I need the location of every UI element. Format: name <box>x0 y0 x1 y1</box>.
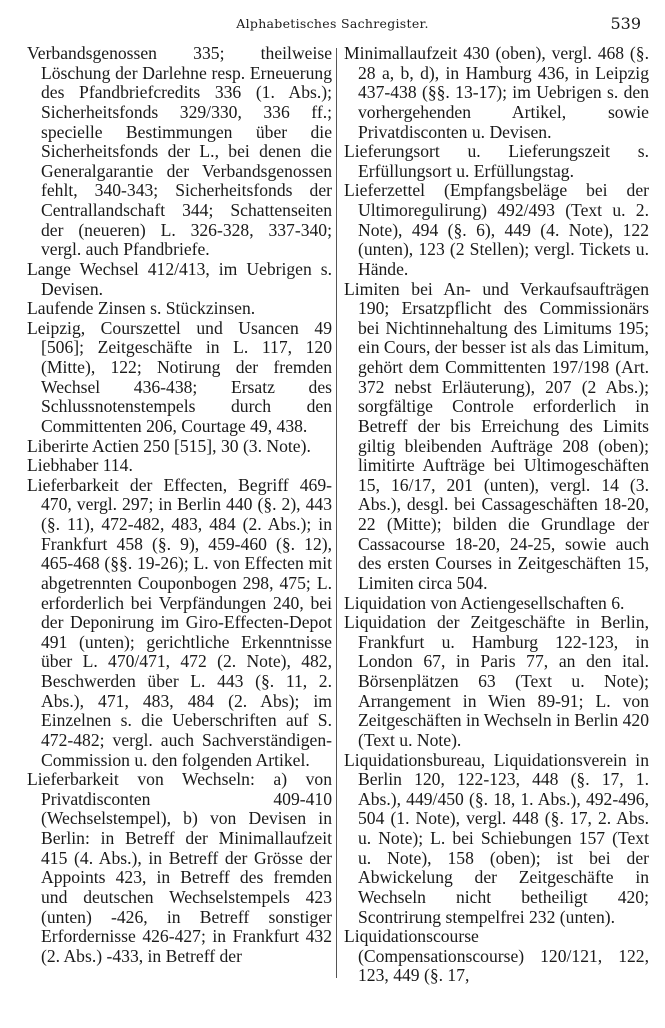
index-entry: Lieferbarkeit der Effecten, Begriff 469-470, vergl. 297; in Berlin 440 (§. 2), 443 (§. 11), 472-482, 483, 484 (2. Abs.); in Frankfurt 458 (§. 9), 459-460 (§. 12), 465-468 (§§. 19-26); L. von Effecten mit abgetrennten Couponbogen 298, 475; L. erforderlich bei Verpfändungen 240, bei der Deponirung im Giro-Effecten-Depot 491 (unten); gerichtliche Erkenntnisse über L. 470/471, 472 (2. Note), 482, Beschwerden über L. 443 (§. 11, 2. Abs.), 471, 483, 484 (2. Abs); im Einzelnen s. die Ueberschriften auf S. 472-482; vergl. auch Sachverständigen-Commission u. den folgenden Artikel. <box>27 474 332 770</box>
index-entry: Lieferbarkeit von Wechseln: a) von Privatdisconten 409-410 (Wechselstempel), b) von Devisen in Berlin: in Betreff der Minimallaufzeit 415 (4. Abs.), in Betreff der Grösse der Appoints 423, in Betreff des fremden und deutschen Wechselstempels 423 (unten) -426, in Betreff sonstiger Erfordernisse 426-427; in Frankfurt 432 (2. Abs.) -433, in Betreff der <box>27 769 332 966</box>
index-entry: Verbandsgenossen 335; theilweise Löschung der Darlehne resp. Erneuerung des Pfandbriefcredits 336 (1. Abs.); Sicherheitsfonds 329/330, 336 ff.; specielle Bestimmungen über die Sicherheitsfonds der L., bei denen die Generalgarantie der Verbandsgenossen fehlt, 340-343; Sicherheitsfonds der Centrallandschaft 344; Schattenseiten der (neueren) L. 326-328, 337-340; vergl. auch Pfandbriefe. <box>27 43 332 260</box>
index-entry: Liebhaber 114. <box>27 455 133 476</box>
running-title: Alphabetisches Sachregister. <box>236 16 429 31</box>
index-entry: Lieferungsort u. Lieferungszeit s. Erfüllungsort u. Erfüllungstag. <box>344 141 649 181</box>
index-entry: Laufende Zinsen s. Stückzinsen. <box>27 298 256 319</box>
index-entry: Minimallaufzeit 430 (oben), vergl. 468 (§. 28 a, b, d), in Hamburg 436, in Leipzig 437-438 (§§. 13-17); im Uebrigen s. den vorhergehenden Artikel, sowie Privatdisconten u. Devisen. <box>344 43 649 142</box>
page-header <box>0 14 665 38</box>
index-column-right <box>344 44 649 986</box>
index-entry: Liquidation von Actiengesellschaften 6. <box>344 592 625 613</box>
index-entry: Liquidation der Zeitgeschäfte in Berlin, Frankfurt u. Hamburg 122-123, in London 67, in Paris 77, an den ital. Börsenplätzen 63 (Text u. Note); Arrangement in Wien 89-91; L. von Zeitgeschäften in Wechseln in Berlin 420 (Text u. Note). <box>344 612 649 750</box>
index-entry: Limiten bei An- und Verkaufsaufträgen 190; Ersatzpflicht des Commissionärs bei Nichtinnehaltung des Limitums 195; ein Cours, der besser ist als das Limitum, gehört dem Committenten 197/198 (Art. 372 nebst Erläuterung), 207 (2 Abs.); sorgfältige Controle erforderlich in Betreff der bis Erreichung des Limits giltig bleibenden Aufträge 208 (oben); limitirte Aufträge bei Ultimogeschäften 15, 16/17, 201 (unten), vergl. 14 (3. Abs.), desgl. bei Cassageschäften 18-20, 22 (Mitte); bilden die Grundlage der Cassacourse 18-20, 24-25, sowie auch des ersten Courses in Zeitgeschäften 15, Limiten circa 504. <box>344 278 649 593</box>
index-entry: Liquidationscourse (Compensationscourse) 120/121, 122, 123, 449 (§. 17, <box>344 926 649 986</box>
index-column-left <box>27 44 332 966</box>
index-entry: Liquidationsbureau, Liquidationsverein in Berlin 120, 122-123, 448 (§. 17, 1. Abs.), 449/450 (§. 18, 1. Abs.), 492-496, 504 (1. Note), vergl. 448 (§. 17, 2. Abs. u. Note); L. bei Schiebungen 157 (Text u. Note), 158 (oben); ist bei der Abwickelung der Zeitgeschäfte in Wechseln nicht betheiligt 420; Scontrirung stempelfrei 232 (unten). <box>344 749 649 927</box>
page-number: 539 <box>610 14 641 33</box>
column-divider <box>336 48 337 978</box>
index-entry: Leipzig, Courszettel und Usancen 49 [506]; Zeitgeschäfte in L. 117, 120 (Mitte), 122; Notirung der fremden Wechsel 436-438; Ersatz des Schlussnotenstempels durch den Committenten 206, Courtage 49, 438. <box>27 317 332 436</box>
index-entry: Lange Wechsel 412/413, im Uebrigen s. Devisen. <box>27 258 332 299</box>
index-entry: Lieferzettel (Empfangsbeläge bei der Ultimoregulirung) 492/493 (Text u. 2. Note), 494 (§. 6), 449 (4. Note), 122 (unten), 123 (2 Stellen); vergl. Tickets u. Hände. <box>344 180 649 279</box>
index-entry: Liberirte Actien 250 [515], 30 (3. Note). <box>27 435 311 456</box>
